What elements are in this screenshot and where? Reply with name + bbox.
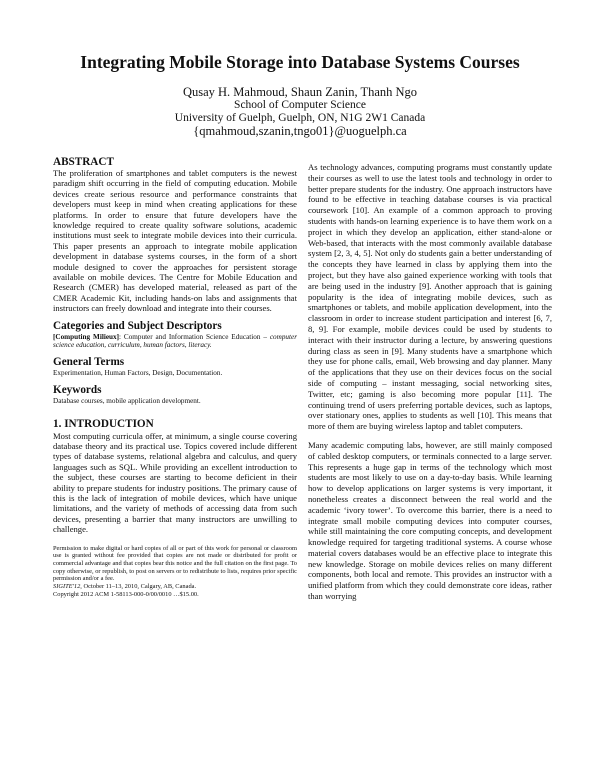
categories-bold: [Computing Milieux] (53, 332, 119, 341)
abstract-text: The proliferation of smartphones and tablet computers is the newest paradigm shift occurring in the field of computing education. Mobile devices create serious resource and performance constraints that developers must keep in mind when creating applications for these platforms. In order to ensure that future developers have the knowledge required to create quality software solutions, academic institutions must seek to integrate mobile devices into their curricula. This paper presents an approach to integrate mobile application development in database systems courses, in the form of a short module designed to cover the approaches for persistent storage available on mobile devices. The Centre for Mobile Education and Research (CMER) has developed material, released as part of the CMER Academic Kit, including hands-on labs and assignments that instructors can freely download and integrate into their courses. (53, 168, 297, 314)
abstract-heading: ABSTRACT (53, 156, 114, 168)
copyright-line: Copyright 2012 ACM 1-58113-000-0/00/0010 …$15.00. (53, 590, 199, 598)
left-column (53, 156, 297, 598)
paper-title: Integrating Mobile Storage into Database Systems Courses (80, 52, 520, 72)
categories-text (53, 333, 297, 350)
introduction-section (53, 418, 297, 535)
body-paragraph-2: Many academic computing labs, however, are still mainly composed of cabled desktop computers, or terminals connected to a large server. This represents a huge gap in terms of the technology which most students are most likely to use on a day-to-day basis. While learning how to develop applications on larger systems is very important, it nonetheless creates a disconnect between the real world and the academic ‘ivory tower’. To overcome this barrier, there is a need to integrate small mobile computing devices into computer courses, while still maintaining the core computing concepts, and development knowledge required for targeting traditional systems. A course whose material covers databases would be an effective place to integrate this new knowledge. Storage on mobile devices relies on many different components, both local and remote. This provides an instructor with a unified platform from which they could demonstrate core ideas, rather than worrying (308, 439, 552, 602)
body-paragraph-1: As technology advances, computing programs must constantly update their courses as well to use the latest tools and technology in order to better prepare students for the industry. One approach instructors have found to be effective in teaching database courses is via practical coursework [10]. An example of a common approach to proving students with hands-on learning experience is to have them work on a project in which they develop an application, either stand-alone or Web-based, that interacts with the most commonly available database system [2, 3, 4, 5]. Not only do students gain a better understanding of the concepts they have learned in class by applying them into the project, but they have also gained experience working with tools that are being used in the industry [9]. Another approach that is gaining popularity is the idea of integrating mobile devices, such as smartphones or tablets, and mobile application development, into the classroom in order to increase student participation and interest [6, 7, 8, 9]. For example, mobile devices could be used by students to interact with their instructor during a lecture, by answering questions during class as seen in [9]. Many students have a smartphone which they use for phone calls, email, Web browsing and day planner. Many of the applications that they use on their devices focus on the social side of computing – instant messaging, social networking sites, Twitter, etc; gaming is also becoming more popular [11]. The continuing trend of users preferring portable devices, such as laptops, over stationary ones, applies to students as well [10]. This means that more of them are buying wireless laptop and tablet computers. (308, 162, 552, 432)
introduction-heading: 1. INTRODUCTION (53, 417, 154, 430)
general-terms-text: Experimentation, Human Factors, Design, Documentation. (53, 369, 223, 378)
right-column (308, 162, 552, 602)
author-university: University of Guelph, Guelph, ON, N1G 2W1 Canada (174, 112, 426, 124)
categories-section (53, 320, 297, 350)
general-terms-heading: General Terms (53, 356, 125, 369)
introduction-text: Most computing curricula offer, at minimum, a single course covering database theory and its practical use. Topics covered include different types of database systems, relational algebra and calculus, and query languages such as SQL. While providing an excellent introduction to the subject, these courses are starting to become deficient in their ability to prepare students for industry positions. The primary cause of this is the lack of integration of mobile devices, which have unique limitations, and the variety of methods of accessing data from such devices, presenting a barrier that many instructors are unwilling to challenge. (53, 430, 297, 535)
categories-heading: Categories and Subject Descriptors (53, 319, 222, 332)
author-block (0, 86, 600, 138)
categories-italic: computer science education, curriculum, human factors, literacy. (53, 332, 297, 350)
author-email: {qmahmoud,szanin,tngo01}@uoguelph.ca (193, 124, 407, 138)
general-terms-section (53, 356, 297, 378)
author-names: Qusay H. Mahmoud, Shaun Zanin, Thanh Ngo (182, 85, 418, 99)
conference-name: SIGITE'12 (53, 583, 81, 591)
author-department: School of Computer Science (234, 99, 366, 111)
permission-notice (53, 545, 297, 599)
keywords-section (53, 384, 297, 406)
permission-text: Permission to make digital or hard copies of all or part of this work for personal or classroom use is granted without fee provided that copies are not made or distributed for profit or commercial advantage and that copies bear this notice and the full citation on the first page. To copy otherwise, or republish, to post on servers or to redistribute to lists, requires prior specific permission and/or a fee. (53, 544, 297, 583)
categories-plain: : Computer and Information Science Education – (119, 332, 270, 341)
keywords-heading: Keywords (53, 383, 102, 396)
conference-details: , October 11–13, 2010, Calgary, AB, Canada. (80, 583, 197, 591)
abstract-section (53, 156, 297, 314)
keywords-text: Database courses, mobile application development. (53, 396, 201, 405)
